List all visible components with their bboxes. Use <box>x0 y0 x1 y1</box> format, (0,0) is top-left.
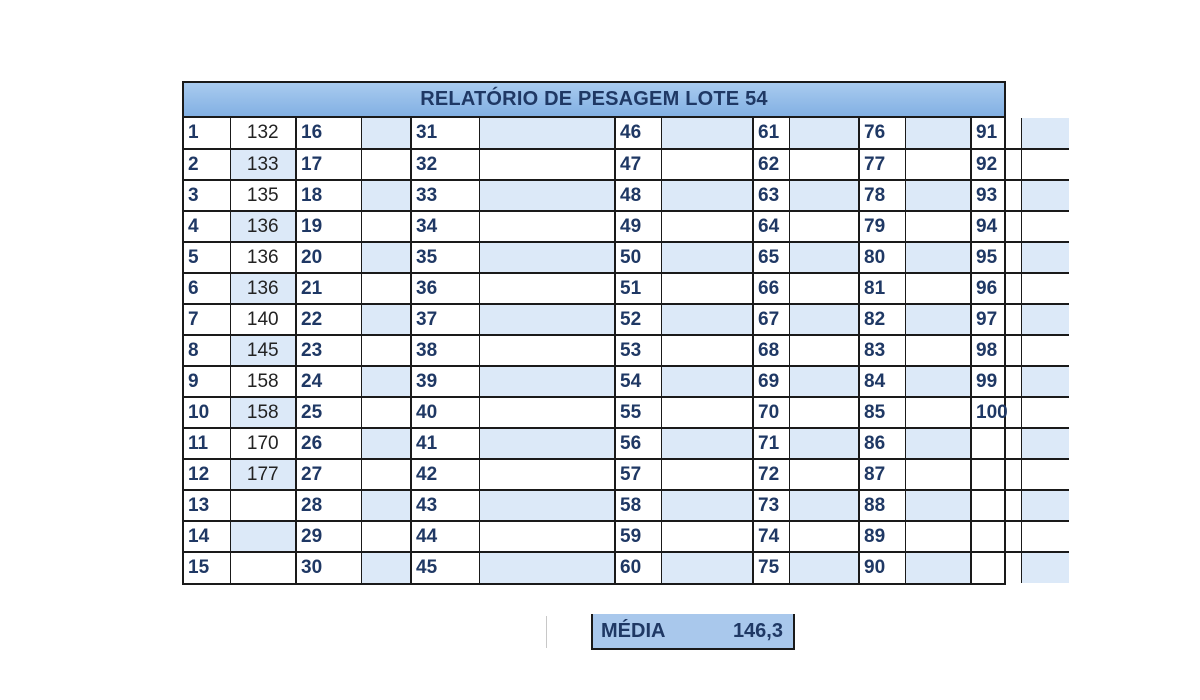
animal-number-cell <box>971 552 1021 583</box>
animal-number-cell: 5 <box>184 242 230 273</box>
weight-value-cell <box>905 397 971 428</box>
animal-number-cell: 1 <box>184 118 230 149</box>
animal-number-cell: 53 <box>615 335 661 366</box>
animal-number-cell: 2 <box>184 149 230 180</box>
table-row <box>184 118 1069 149</box>
animal-number-cell: 16 <box>296 118 361 149</box>
average-value: 146,3 <box>732 619 783 642</box>
animal-number-cell: 67 <box>753 304 789 335</box>
weight-value-cell <box>661 242 753 273</box>
weight-value-cell <box>661 428 753 459</box>
animal-number-cell: 39 <box>411 366 479 397</box>
animal-number-cell: 61 <box>753 118 789 149</box>
weighing-report-table <box>182 81 1006 585</box>
animal-number-cell: 51 <box>615 273 661 304</box>
weight-value-cell <box>230 552 296 583</box>
weight-value-cell <box>230 490 296 521</box>
animal-number-cell: 74 <box>753 521 789 552</box>
weight-value-cell: 177 <box>230 459 296 490</box>
animal-number-cell: 68 <box>753 335 789 366</box>
animal-number-cell: 47 <box>615 149 661 180</box>
animal-number-cell: 72 <box>753 459 789 490</box>
animal-number-cell: 66 <box>753 273 789 304</box>
animal-number-cell: 20 <box>296 242 361 273</box>
weight-value-cell: 145 <box>230 335 296 366</box>
animal-number-cell <box>971 521 1021 552</box>
animal-number-cell: 70 <box>753 397 789 428</box>
weight-value-cell <box>1021 304 1069 335</box>
weight-value-cell <box>479 149 615 180</box>
weight-value-cell <box>479 304 615 335</box>
weight-value-cell <box>661 180 753 211</box>
weight-value-cell <box>1021 428 1069 459</box>
animal-number-cell: 6 <box>184 273 230 304</box>
weight-value-cell <box>905 459 971 490</box>
weight-value-cell: 136 <box>230 211 296 242</box>
weight-value-cell <box>479 490 615 521</box>
weight-value-cell <box>789 211 859 242</box>
animal-number-cell: 73 <box>753 490 789 521</box>
weight-value-cell <box>905 552 971 583</box>
weight-value-cell: 132 <box>230 118 296 149</box>
weight-value-cell <box>1021 273 1069 304</box>
animal-number-cell: 34 <box>411 211 479 242</box>
weight-value-cell <box>479 552 615 583</box>
animal-number-cell: 84 <box>859 366 905 397</box>
weight-value-cell <box>661 304 753 335</box>
weight-value-cell <box>361 428 411 459</box>
animal-number-cell: 80 <box>859 242 905 273</box>
animal-number-cell: 95 <box>971 242 1021 273</box>
table-row <box>184 335 1069 366</box>
weight-value-cell <box>1021 335 1069 366</box>
table-row <box>184 242 1069 273</box>
weight-value-cell <box>789 428 859 459</box>
weight-value-cell <box>789 180 859 211</box>
animal-number-cell: 91 <box>971 118 1021 149</box>
weight-value-cell <box>479 242 615 273</box>
weight-value-cell: 136 <box>230 242 296 273</box>
animal-number-cell: 35 <box>411 242 479 273</box>
animal-number-cell: 29 <box>296 521 361 552</box>
weight-value-cell <box>905 149 971 180</box>
animal-number-cell: 43 <box>411 490 479 521</box>
animal-number-cell: 79 <box>859 211 905 242</box>
weight-value-cell <box>789 552 859 583</box>
table-row <box>184 397 1069 428</box>
animal-number-cell: 37 <box>411 304 479 335</box>
animal-number-cell: 22 <box>296 304 361 335</box>
weight-value-cell <box>661 521 753 552</box>
weight-value-cell <box>661 335 753 366</box>
animal-number-cell: 82 <box>859 304 905 335</box>
animal-number-cell: 56 <box>615 428 661 459</box>
animal-number-cell: 98 <box>971 335 1021 366</box>
animal-number-cell: 54 <box>615 366 661 397</box>
animal-number-cell: 3 <box>184 180 230 211</box>
weight-value-cell: 135 <box>230 180 296 211</box>
weight-value-cell <box>479 180 615 211</box>
table-row <box>184 552 1069 583</box>
animal-number-cell: 65 <box>753 242 789 273</box>
weight-value-cell <box>905 335 971 366</box>
weight-value-cell <box>479 335 615 366</box>
animal-number-cell: 55 <box>615 397 661 428</box>
weight-value-cell <box>905 428 971 459</box>
animal-number-cell: 50 <box>615 242 661 273</box>
weight-value-cell <box>230 521 296 552</box>
weight-value-cell <box>1021 397 1069 428</box>
weight-value-cell <box>479 521 615 552</box>
animal-number-cell: 77 <box>859 149 905 180</box>
weight-value-cell <box>661 211 753 242</box>
animal-number-cell: 15 <box>184 552 230 583</box>
weight-value-cell <box>361 521 411 552</box>
animal-number-cell: 8 <box>184 335 230 366</box>
weight-value-cell <box>479 459 615 490</box>
weight-value-cell <box>789 521 859 552</box>
weights-grid <box>184 118 1069 583</box>
table-row <box>184 428 1069 459</box>
weight-value-cell <box>1021 490 1069 521</box>
weight-value-cell <box>1021 521 1069 552</box>
animal-number-cell: 64 <box>753 211 789 242</box>
animal-number-cell: 71 <box>753 428 789 459</box>
weight-value-cell: 170 <box>230 428 296 459</box>
weight-value-cell <box>789 490 859 521</box>
weight-value-cell <box>361 397 411 428</box>
animal-number-cell: 81 <box>859 273 905 304</box>
animal-number-cell: 14 <box>184 521 230 552</box>
animal-number-cell: 4 <box>184 211 230 242</box>
animal-number-cell <box>971 428 1021 459</box>
animal-number-cell: 11 <box>184 428 230 459</box>
animal-number-cell: 46 <box>615 118 661 149</box>
weight-value-cell <box>361 552 411 583</box>
table-row <box>184 304 1069 335</box>
weight-value-cell: 140 <box>230 304 296 335</box>
animal-number-cell: 25 <box>296 397 361 428</box>
animal-number-cell: 86 <box>859 428 905 459</box>
weight-value-cell <box>789 304 859 335</box>
animal-number-cell: 63 <box>753 180 789 211</box>
animal-number-cell: 21 <box>296 273 361 304</box>
animal-number-cell: 19 <box>296 211 361 242</box>
animal-number-cell: 88 <box>859 490 905 521</box>
weight-value-cell <box>661 366 753 397</box>
weight-value-cell <box>905 366 971 397</box>
animal-number-cell: 23 <box>296 335 361 366</box>
animal-number-cell: 92 <box>971 149 1021 180</box>
animal-number-cell: 59 <box>615 521 661 552</box>
animal-number-cell: 33 <box>411 180 479 211</box>
animal-number-cell <box>971 490 1021 521</box>
weight-value-cell <box>1021 211 1069 242</box>
animal-number-cell: 17 <box>296 149 361 180</box>
weight-value-cell <box>905 211 971 242</box>
table-row <box>184 149 1069 180</box>
animal-number-cell: 9 <box>184 366 230 397</box>
weight-value-cell <box>661 149 753 180</box>
animal-number-cell: 100 <box>971 397 1021 428</box>
weight-value-cell <box>1021 459 1069 490</box>
table-row <box>184 459 1069 490</box>
animal-number-cell: 78 <box>859 180 905 211</box>
animal-number-cell: 24 <box>296 366 361 397</box>
weight-value-cell <box>661 118 753 149</box>
animal-number-cell: 87 <box>859 459 905 490</box>
weight-value-cell <box>1021 366 1069 397</box>
animal-number-cell: 44 <box>411 521 479 552</box>
weight-value-cell <box>479 428 615 459</box>
animal-number-cell: 31 <box>411 118 479 149</box>
weight-value-cell <box>905 521 971 552</box>
animal-number-cell: 97 <box>971 304 1021 335</box>
animal-number-cell: 27 <box>296 459 361 490</box>
animal-number-cell: 52 <box>615 304 661 335</box>
weight-value-cell <box>905 490 971 521</box>
animal-number-cell: 62 <box>753 149 789 180</box>
weight-value-cell <box>1021 149 1069 180</box>
weight-value-cell <box>789 366 859 397</box>
average-label: MÉDIA <box>601 619 666 642</box>
weight-value-cell <box>1021 180 1069 211</box>
animal-number-cell: 96 <box>971 273 1021 304</box>
weight-value-cell: 158 <box>230 397 296 428</box>
animal-number-cell: 45 <box>411 552 479 583</box>
animal-number-cell: 60 <box>615 552 661 583</box>
weight-value-cell: 133 <box>230 149 296 180</box>
animal-number-cell: 94 <box>971 211 1021 242</box>
table-row <box>184 211 1069 242</box>
weight-value-cell <box>789 118 859 149</box>
animal-number-cell: 10 <box>184 397 230 428</box>
weight-value-cell <box>361 273 411 304</box>
weight-value-cell <box>361 242 411 273</box>
animal-number-cell: 49 <box>615 211 661 242</box>
weight-value-cell <box>361 180 411 211</box>
weight-value-cell: 158 <box>230 366 296 397</box>
weight-value-cell <box>661 397 753 428</box>
weight-value-cell <box>361 211 411 242</box>
weight-value-cell <box>1021 552 1069 583</box>
weight-value-cell <box>789 335 859 366</box>
weight-value-cell <box>905 242 971 273</box>
weight-value-cell <box>361 335 411 366</box>
weight-value-cell <box>361 366 411 397</box>
animal-number-cell: 38 <box>411 335 479 366</box>
animal-number-cell: 41 <box>411 428 479 459</box>
weight-value-cell <box>479 397 615 428</box>
animal-number-cell: 28 <box>296 490 361 521</box>
weight-value-cell <box>361 304 411 335</box>
weight-value-cell <box>1021 118 1069 149</box>
weight-value-cell <box>905 304 971 335</box>
weight-value-cell <box>661 490 753 521</box>
weight-value-cell <box>479 273 615 304</box>
average-box <box>591 614 795 650</box>
weight-value-cell <box>905 273 971 304</box>
weight-value-cell: 136 <box>230 273 296 304</box>
weight-value-cell <box>789 149 859 180</box>
table-row <box>184 490 1069 521</box>
weight-value-cell <box>905 118 971 149</box>
weight-value-cell <box>905 180 971 211</box>
animal-number-cell: 7 <box>184 304 230 335</box>
weight-value-cell <box>361 149 411 180</box>
animal-number-cell: 93 <box>971 180 1021 211</box>
animal-number-cell: 89 <box>859 521 905 552</box>
animal-number-cell: 57 <box>615 459 661 490</box>
animal-number-cell: 12 <box>184 459 230 490</box>
animal-number-cell: 85 <box>859 397 905 428</box>
table-row <box>184 521 1069 552</box>
animal-number-cell: 42 <box>411 459 479 490</box>
report-title: RELATÓRIO DE PESAGEM LOTE 54 <box>184 83 1004 118</box>
animal-number-cell <box>971 459 1021 490</box>
animal-number-cell: 83 <box>859 335 905 366</box>
weight-value-cell <box>789 242 859 273</box>
animal-number-cell: 90 <box>859 552 905 583</box>
weight-value-cell <box>479 211 615 242</box>
weight-value-cell <box>789 273 859 304</box>
weight-value-cell <box>789 459 859 490</box>
weight-value-cell <box>661 552 753 583</box>
animal-number-cell: 99 <box>971 366 1021 397</box>
divider-line <box>546 616 547 648</box>
animal-number-cell: 75 <box>753 552 789 583</box>
weight-value-cell <box>361 459 411 490</box>
table-row <box>184 180 1069 211</box>
weight-value-cell <box>361 490 411 521</box>
animal-number-cell: 58 <box>615 490 661 521</box>
table-row <box>184 366 1069 397</box>
animal-number-cell: 32 <box>411 149 479 180</box>
animal-number-cell: 18 <box>296 180 361 211</box>
animal-number-cell: 40 <box>411 397 479 428</box>
weight-value-cell <box>661 459 753 490</box>
animal-number-cell: 36 <box>411 273 479 304</box>
animal-number-cell: 76 <box>859 118 905 149</box>
weight-value-cell <box>661 273 753 304</box>
weight-value-cell <box>479 118 615 149</box>
weight-value-cell <box>361 118 411 149</box>
animal-number-cell: 26 <box>296 428 361 459</box>
weight-value-cell <box>789 397 859 428</box>
weight-value-cell <box>1021 242 1069 273</box>
animal-number-cell: 30 <box>296 552 361 583</box>
weight-value-cell <box>479 366 615 397</box>
animal-number-cell: 69 <box>753 366 789 397</box>
table-row <box>184 273 1069 304</box>
animal-number-cell: 13 <box>184 490 230 521</box>
animal-number-cell: 48 <box>615 180 661 211</box>
